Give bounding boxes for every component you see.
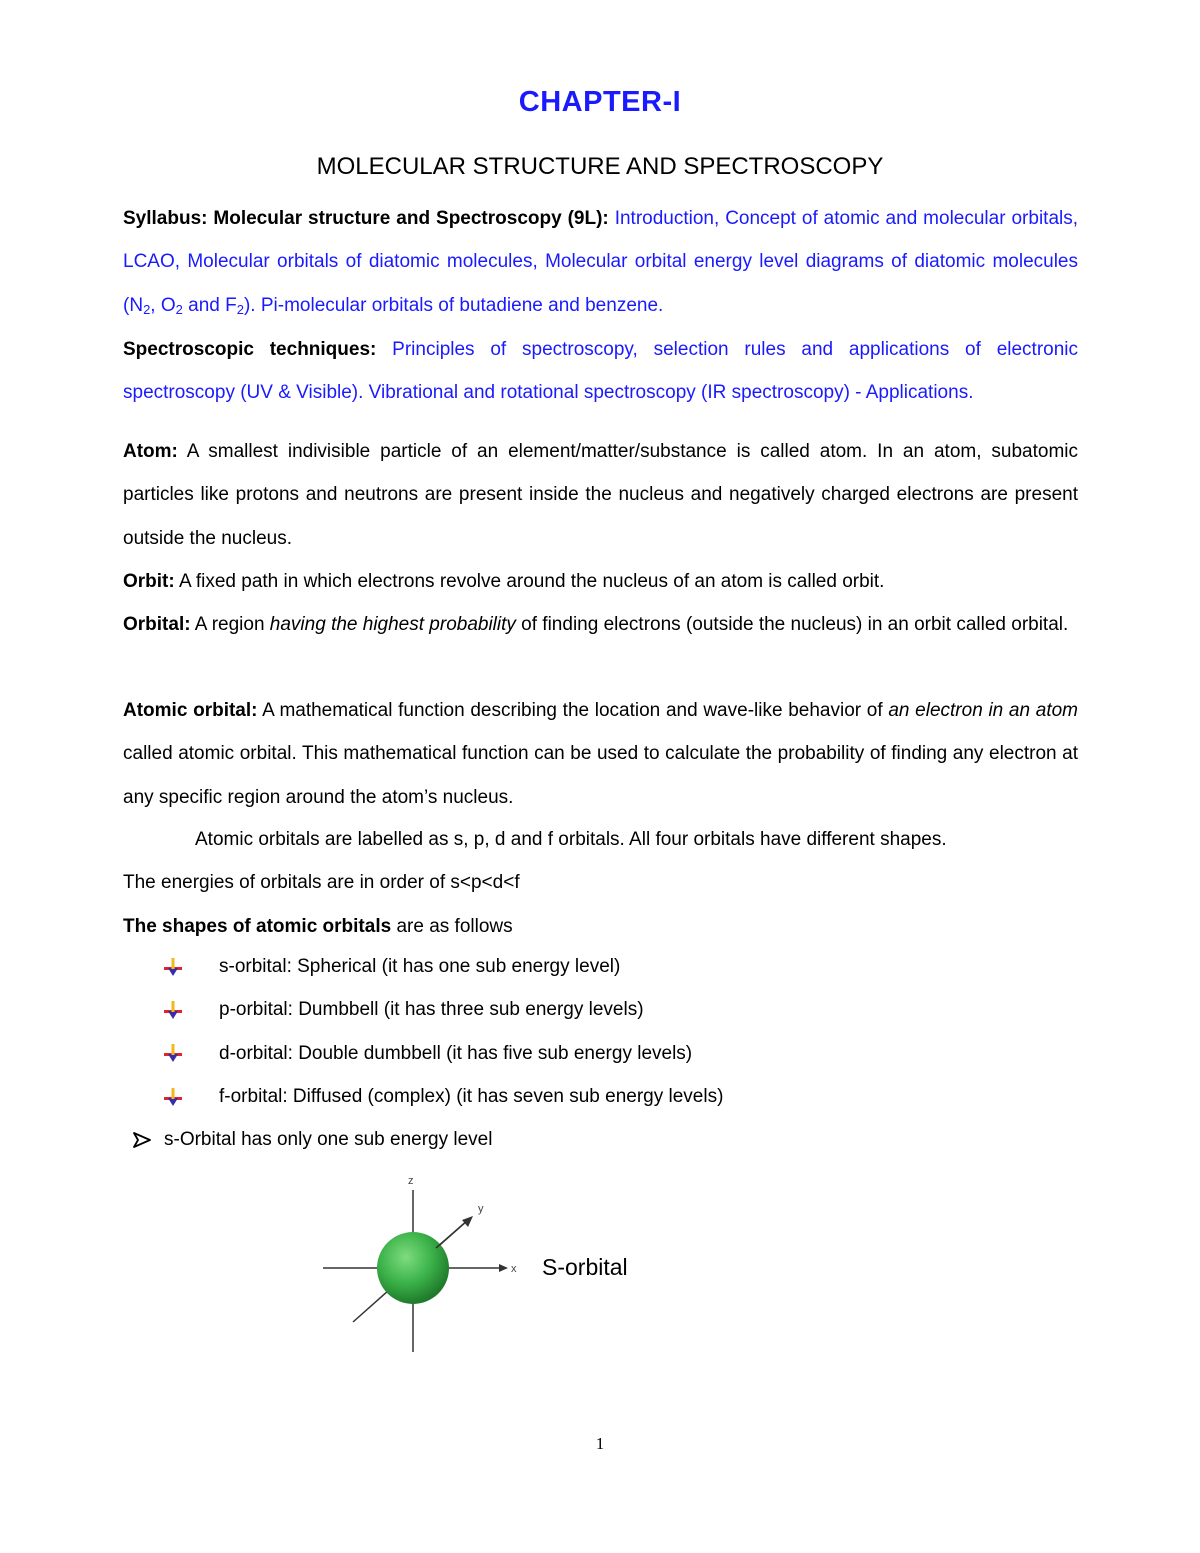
atom-text: A smallest indivisible particle of an element/matter/substance is called atom. In an atom, subatomic particles like protons and neutrons are present inside the nucleus and negatively charged electrons are present outside the nucleus.	[123, 441, 1078, 549]
atomic-orbital-label: Atomic orbital:	[123, 700, 258, 721]
syllabus-label: Syllabus: Molecular structure and Spectroscopy (9L):	[123, 208, 609, 229]
atomic-orbital-emphasis: an electron in an atom	[888, 700, 1079, 721]
y-axis-label: y	[478, 1203, 484, 1215]
orbitals-labels-line: Atomic orbitals are labelled as s, p, d and f orbitals. All four orbitals have different shapes.	[195, 829, 947, 850]
s-orbital-sphere	[377, 1232, 449, 1304]
orbit-definition	[123, 560, 1078, 603]
syllabus-paragraph	[123, 197, 1078, 327]
bullet-arrow-icon	[162, 999, 184, 1021]
orbitals-energy-order: The energies of orbitals are in order of s<p<d<f	[123, 872, 520, 894]
spectroscopic-paragraph	[123, 328, 1078, 415]
arrowhead-bullet-icon	[132, 1130, 152, 1150]
orbital-definition: Orbital: A region having the highest probability of finding electrons (outside the nucleus) in an orbit called orbital.	[123, 614, 1069, 635]
orbit-text: A fixed path in which electrons revolve around the nucleus of an atom is called orbit.	[174, 571, 885, 592]
s-orbital-note: s-Orbital has only one sub energy level	[132, 1118, 492, 1161]
shapes-heading-line: The shapes of atomic orbitals are as follows	[123, 915, 513, 937]
chapter-heading: CHAPTER-I	[518, 86, 682, 118]
orbit-label: Orbit:	[123, 571, 175, 592]
spectroscopic-text: Principles of spectroscopy, selection rules and applications of electronic spectroscopy (UV & Visible). Vibrational and rotational spectroscopy (IR spectroscopy) - Applications.	[123, 339, 1079, 404]
atomic-orbital-definition: Atomic orbital: A mathematical function describing the location and wave-like behavior of an electron in an atom called atomic orbital. This mathematical function can be used to calculate the probability of finding any electron at any specific region around the atom’s nucleus.	[123, 700, 1079, 808]
orbital-label: Orbital:	[123, 614, 191, 635]
list-item: s-orbital: Spherical (it has one sub energy level)	[162, 945, 723, 988]
page-number: 1	[595, 1434, 605, 1453]
list-item: f-orbital: Diffused (complex) (it has seven sub energy levels)	[162, 1075, 723, 1118]
s-orbital-diagram	[318, 1172, 538, 1357]
bullet-arrow-icon	[162, 956, 184, 978]
spectroscopic-label: Spectroscopic techniques:	[123, 339, 377, 360]
page-title: MOLECULAR STRUCTURE AND SPECTROSCOPY	[316, 153, 884, 180]
bullet-arrow-icon	[162, 1042, 184, 1064]
atom-definition	[123, 430, 1078, 560]
orbital-shapes-list	[162, 945, 723, 1118]
figure-label: S-orbital	[542, 1254, 628, 1280]
list-item: p-orbital: Dumbbell (it has three sub energy levels)	[162, 988, 723, 1031]
orbitals-intro	[123, 818, 1078, 948]
z-axis-label: z	[408, 1175, 414, 1187]
bullet-arrow-icon	[162, 1086, 184, 1108]
x-axis-label: x	[511, 1263, 517, 1275]
orbital-emphasis: having the highest probability	[269, 614, 516, 635]
syllabus-text: Introduction, Concept of atomic and molecular orbitals, LCAO, Molecular orbitals of diatomic molecules, Molecular orbital energy level diagrams of diatomic molecules ($N_2$, $O_2$ and $F_2$). Pi-molecular orbitals of butadiene and benzene.	[123, 208, 1079, 317]
atom-label: Atom:	[123, 441, 178, 462]
list-item: d-orbital: Double dumbbell (it has five sub energy levels)	[162, 1032, 723, 1075]
